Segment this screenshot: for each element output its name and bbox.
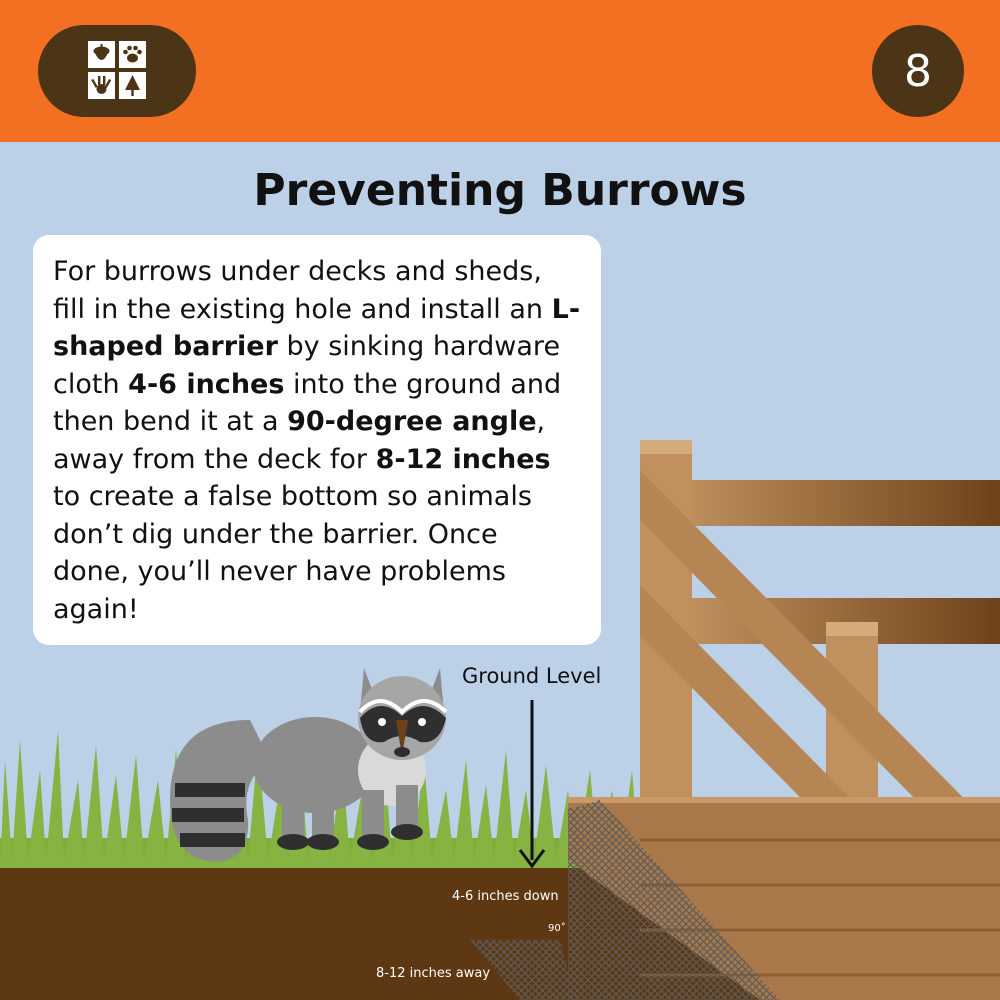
instruction-text-part: , away from the deck for [53, 406, 546, 475]
angle-label: 90˚ [548, 923, 566, 934]
instruction-text-part: For burrows under decks and sheds, fill in the existing hole and install an [53, 256, 552, 325]
raccoon-illustration [170, 668, 446, 862]
page-title: Preventing Burrows [253, 165, 747, 216]
instruction-card [33, 235, 601, 645]
page-number-badge: 8 [872, 25, 964, 117]
instruction-highlight: 8-12 inches [375, 443, 551, 475]
instruction-text-part: into the ground and then bend it at a [53, 368, 562, 437]
instruction-text [53, 253, 581, 628]
instruction-text-part: to create a false bottom so animals don’t dig under the barrier. Once done, you’ll never have problems again! [53, 481, 532, 625]
instruction-highlight: 4-6 inches [128, 368, 285, 400]
depth-label: 4-6 inches down [452, 889, 559, 904]
ground-level-label: Ground Level [462, 664, 602, 688]
instruction-highlight: L-shaped barrier [53, 293, 581, 362]
instruction-highlight: 90-degree angle [287, 406, 537, 437]
instruction-text-part: by sinking hardware cloth [53, 331, 561, 400]
distance-label: 8-12 inches away [376, 966, 491, 981]
